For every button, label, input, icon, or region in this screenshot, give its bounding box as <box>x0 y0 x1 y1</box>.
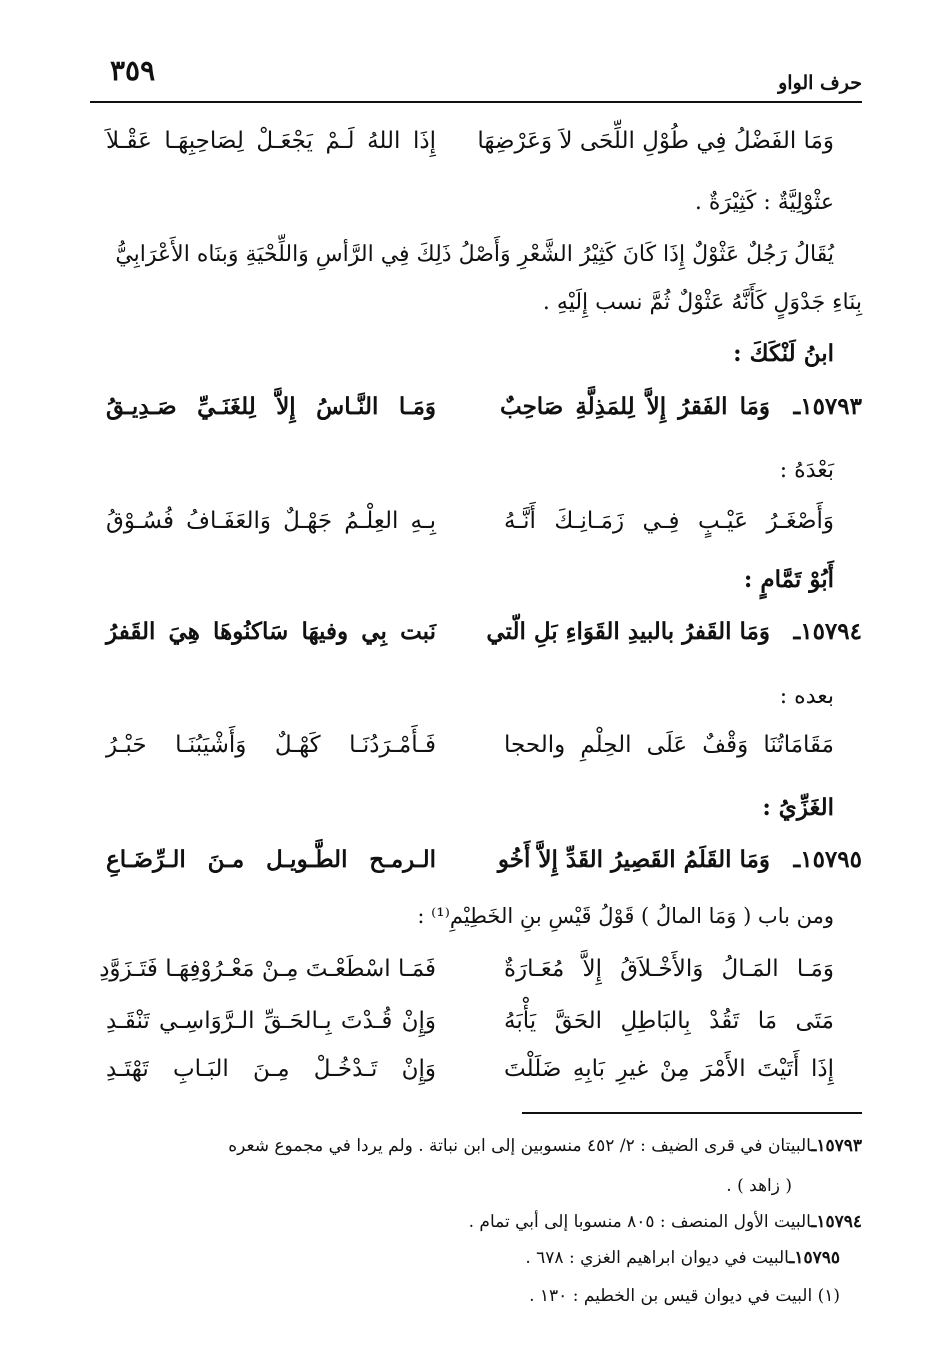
prose-line: بعده : <box>779 684 834 709</box>
verse-first-hemistich: وَمَا القَفرُ بالبيدِ القَوَاءِ بَلِ الّتي <box>486 618 770 645</box>
prose-line: يُقَالُ رَجُلٌ عَثْوْلٌ إِذَا كَانَ كَثِيْرُ الشَّعْرِ وَأَصْلُ ذَلِكَ فِي الرَّأسِ وَاللِّحْيَةِ وَبنَاه الأَعْرَابِيُّ <box>115 242 834 267</box>
page-number: ٣٥٩ <box>110 54 156 87</box>
verse-first-hemistich: إِذَا أَتَيْتَ الأَمْرَ مِنْ غيرِ بَابِهِ ضَلَلْتَ <box>504 1056 834 1082</box>
footnote-text: البيت الأول المنصف : ٨٠٥ منسوبا إلى أبي تمام . <box>468 1212 812 1232</box>
page-header <box>90 52 862 96</box>
verse-first-hemistich: وَمَا الفَقرُ إِلاَّ لِلمَذِلَّةِ صَاحِبٌ <box>500 393 770 420</box>
book-page <box>90 0 862 1368</box>
verse-first-hemistich: وَمَـا المَـالُ وَالأَخْـلاَقُ إِلاَّ مُعَـارَةٌ <box>504 956 834 982</box>
prose-line: عثْوْلِيَّةٌ : كَثِيْرَةٌ . <box>694 190 834 215</box>
footnote-text: البيت في ديوان ابراهيم الغزي : ٦٧٨ . <box>525 1248 790 1268</box>
section-title: حرف الواو <box>778 72 862 94</box>
verse-second-hemistich: نَبت بِي وفيهَا سَاكنُوهَا هِيَ القَفرُ <box>106 618 436 645</box>
footnote-continuation: ( زاهد ) . <box>726 1176 792 1196</box>
footnote: (١) البيت في ديوان قيس بن الخطيم : ١٣٠ . <box>529 1286 840 1306</box>
verse-first-hemistich: مَقَامَاتُنَا وَقْفٌ عَلَى الحِلْمِ والحجا <box>504 732 834 758</box>
footnote-number: ١٥٧٩٤ـ <box>811 1212 862 1232</box>
footnote <box>90 1212 862 1232</box>
verse-second-hemistich: إِذَا اللهُ لَـمْ يَجْعَـلْ لِصَاحِبِهَـا عَقْـلاَ <box>106 128 436 154</box>
poet-name: الغَزِّيُ : <box>762 794 834 821</box>
verse-number: ١٥٧٩٣ـ <box>793 393 862 420</box>
verse-number: ١٥٧٩٥ـ <box>793 846 862 873</box>
footnote <box>90 1136 862 1156</box>
prose-line: بِنَاءِ جَدْوَلٍ كَأَنَّهُ عَثْوْلٌ ثُمَّ نسب إِلَيْهِ . <box>542 290 862 315</box>
footnote-rule <box>522 1112 862 1114</box>
verse-first-hemistich: وَمَا الفَضْلُ فِي طُوْلِ اللِّحَى لاَ وَعَرْضِهَا <box>477 128 834 154</box>
poet-name: أَبُوْ تَمَّامٍ : <box>743 566 834 593</box>
footnote-text: البيتان في قرى الضيف : ٢/ ٤٥٢ منسوبين إلى ابن نباتة . ولم يردا في مجموع شعره <box>228 1136 812 1156</box>
verse-first-hemistich: وَأَصْغَـرُ عَيْـبٍ فِـي زَمَـانِـكَ أَنَّـهُ <box>504 508 834 534</box>
verse-second-hemistich: فَمَـا اسْطَعْـتَ مِـنْ مَعْـرُوْفِهَـا فَتَـزَوَّدِ <box>99 956 436 982</box>
verse-second-hemistich: وَإِنْ قُـدْتَ بِـالحَـقِّ الـرَّوَاسِـي تَنْقَـدِ <box>106 1008 436 1034</box>
poet-name: ابنُ لَنْكَكَ : <box>733 340 834 367</box>
header-rule <box>90 101 862 103</box>
verse-first-hemistich: وَمَا القَلَمُ القَصِيرُ القَدِّ إِلاَّ أَخُو <box>497 846 770 873</box>
verse-first-hemistich: مَتَى مَا تَقُدْ بِالبَاطِلِ الحَقَّ يَأْبَهُ <box>504 1008 834 1034</box>
verse-second-hemistich: فَـأَمْـرَدُنَـا كَهْـلٌ وَأَشْيَبُنَـا حَبْـرُ <box>106 732 436 758</box>
prose-line: بَعْدَهُ : <box>779 458 834 483</box>
footnote-number: ١٥٧٩٥ـ <box>789 1248 840 1268</box>
verse-second-hemistich: وَإِنْ تَـدْخُـلْ مِـنَ البَـابِ تَهْتَـدِ <box>106 1056 436 1082</box>
footnote <box>90 1248 862 1268</box>
verse-second-hemistich: الـرمـح الطَّـويـل مـنَ الـرِّضَـاعِ <box>106 846 436 873</box>
verse-second-hemistich: بِـهِ العِلْـمُ جَهْـلٌ وَالعَفَـافُ فُسُـوْقُ <box>106 508 436 534</box>
footnote-number: ١٥٧٩٣ـ <box>811 1136 862 1156</box>
verse-number: ١٥٧٩٤ـ <box>793 618 862 645</box>
verse-second-hemistich: وَمَـا النَّـاسُ إِلاَّ لِلغَنَـيِّ صَـدِيـقُ <box>106 393 436 420</box>
intro-line: ومن باب ( وَمَا المالُ ) قَوْلُ قَيْسِ بنِ الخَطِيْمِ⁽¹⁾ : <box>417 904 834 928</box>
